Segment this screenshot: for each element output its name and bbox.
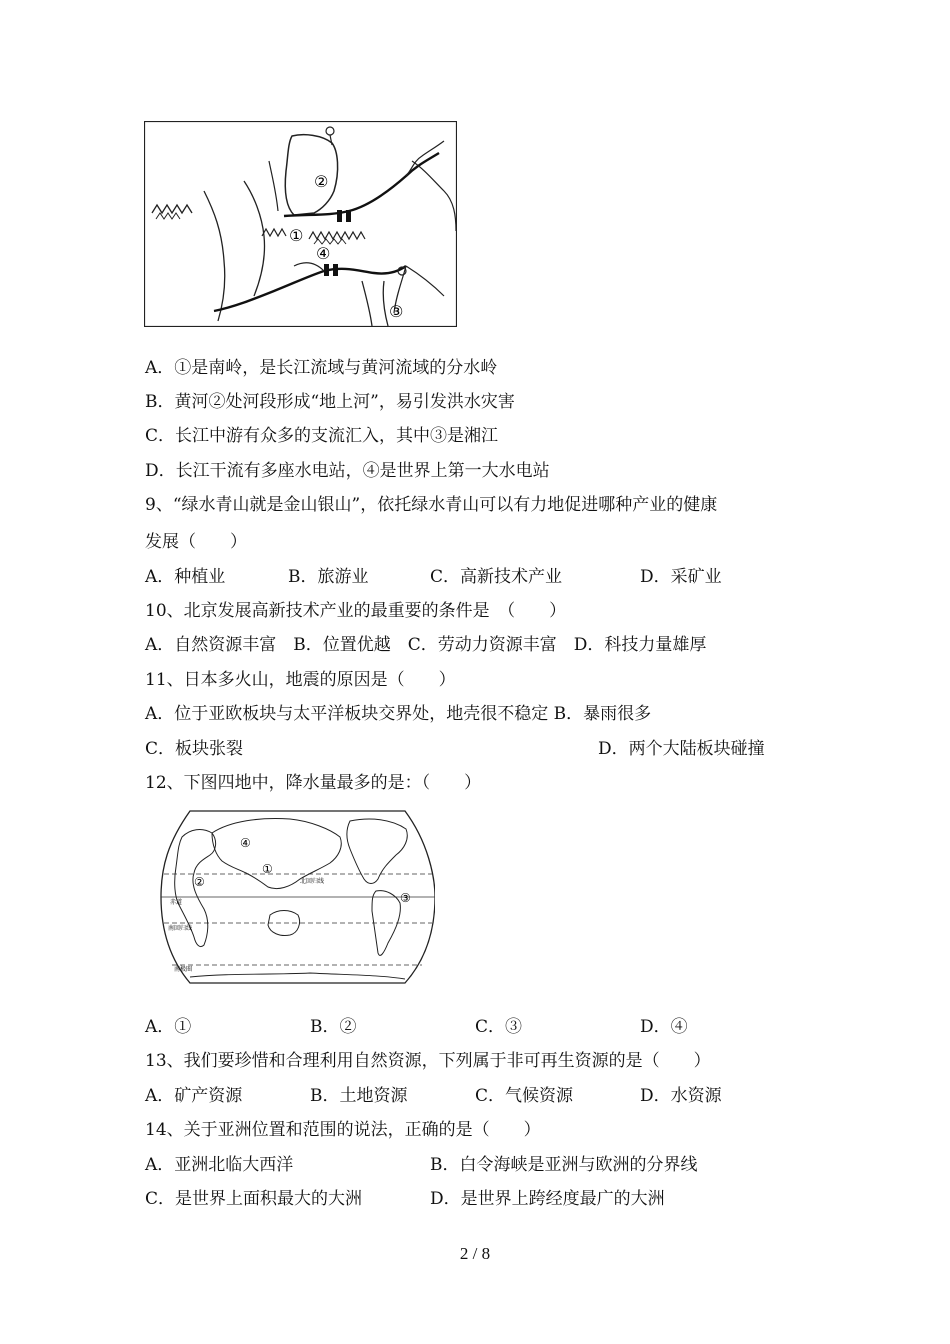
q11-option-d: D．两个大陆板块碰撞 xyxy=(598,739,765,759)
q12-option-b: B．② xyxy=(310,1017,357,1037)
q8-option-a: A．①是南岭，是长江流域与黄河流域的分水岭 xyxy=(145,358,498,378)
q11-option-ab: A．位于亚欧板块与太平洋板块交界处，地壳很不稳定 B．暴雨很多 xyxy=(145,704,652,724)
q14-stem: 14、关于亚洲位置和范围的说法，正确的是（ ） xyxy=(145,1120,541,1140)
map2-label-3: ③ xyxy=(400,891,411,905)
q12-stem: 12、下图四地中，降水量最多的是：（ ） xyxy=(145,773,482,793)
map1-label-2: ② xyxy=(314,172,329,191)
q9-option-b: B．旅游业 xyxy=(288,567,369,587)
q13-option-b: B．土地资源 xyxy=(310,1086,408,1106)
map2-label-4: ④ xyxy=(240,836,251,850)
q11-option-c: C．板块张裂 xyxy=(145,739,244,759)
q8-option-d: D．长江干流有多座水电站，④是世界上第一大水电站 xyxy=(145,461,550,481)
q10-options: A．自然资源丰富 B．位置优越 C．劳动力资源丰富 D．科技力量雄厚 xyxy=(145,635,707,655)
map1-label-1: ① xyxy=(289,226,304,245)
q9-stem-line2: 发展（ ） xyxy=(145,532,247,552)
map2-label-2: ② xyxy=(194,875,205,889)
q14-option-d: D．是世界上跨经度最广的大洲 xyxy=(430,1189,665,1209)
q8-option-c: C．长江中游有众多的支流汇入，其中③是湘江 xyxy=(145,426,499,446)
q14-option-c: C．是世界上面积最大的大洲 xyxy=(145,1189,363,1209)
q13-option-d: D．水资源 xyxy=(640,1086,722,1106)
q10-stem: 10、北京发展高新技术产业的最重要的条件是 （ ） xyxy=(145,601,567,621)
q9-option-d: D．采矿业 xyxy=(640,567,722,587)
map2-tropic-cancer: 北回归线 xyxy=(300,878,325,885)
q9-stem-line1: 9、“绿水青山就是金山银山”，依托绿水青山可以有力地促进哪种产业的健康 xyxy=(145,495,718,515)
q12-option-c: C．③ xyxy=(475,1017,523,1037)
page-number: 2 / 8 xyxy=(459,1244,491,1263)
world-map-figure xyxy=(160,807,435,987)
q9-option-a: A．种植业 xyxy=(145,567,226,587)
map2-antarctic-circle: 南极圈 xyxy=(174,966,193,973)
q12-option-a: A．① xyxy=(145,1017,192,1037)
q12-option-d: D．④ xyxy=(640,1017,688,1037)
map2-label-1: ① xyxy=(262,862,273,876)
q13-option-a: A．矿产资源 xyxy=(145,1086,243,1106)
q13-option-c: C．气候资源 xyxy=(475,1086,574,1106)
q14-option-a: A．亚洲北临大西洋 xyxy=(145,1155,294,1175)
map1-label-3: ③ xyxy=(389,302,404,321)
map1-label-4: ④ xyxy=(316,244,331,263)
q9-option-c: C．高新技术产业 xyxy=(430,567,563,587)
map2-tropic-capricorn: 南回归线 xyxy=(168,925,193,932)
q14-option-b: B．白令海峡是亚洲与欧洲的分界线 xyxy=(430,1155,698,1175)
river-map-figure xyxy=(144,121,457,327)
q8-option-b: B．黄河②处河段形成“地上河”，易引发洪水灾害 xyxy=(145,392,515,412)
q11-stem: 11、日本多火山，地震的原因是（ ） xyxy=(145,670,456,690)
q13-stem: 13、我们要珍惜和合理利用自然资源，下列属于非可再生资源的是（ ） xyxy=(145,1051,711,1071)
map2-equator: 赤道 xyxy=(170,899,183,906)
